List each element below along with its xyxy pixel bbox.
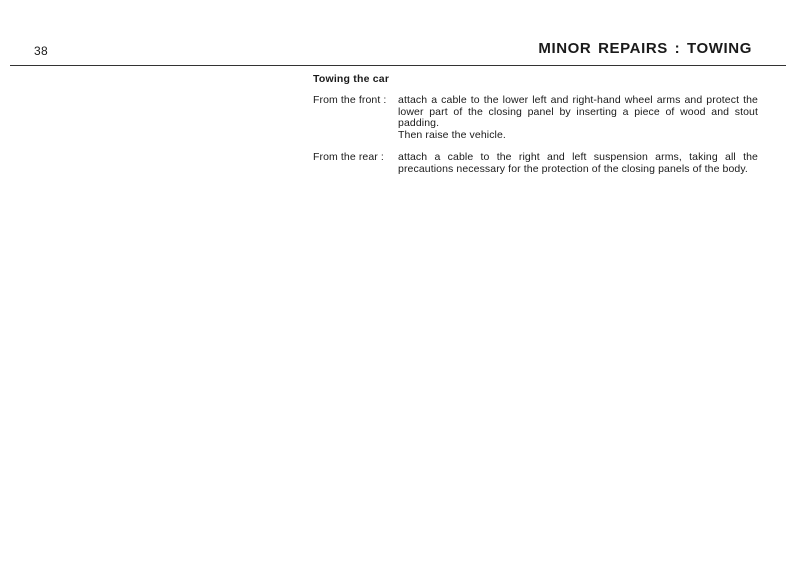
entry-paragraph: Then raise the vehicle. bbox=[398, 128, 506, 141]
header-rule bbox=[10, 65, 786, 66]
towing-entry-front bbox=[313, 95, 758, 141]
entry-paragraph: attach a cable to the right and left suspension arms, taking all the precautions necessary for the protection of the closing panels of the body. bbox=[398, 151, 758, 175]
entry-body bbox=[398, 152, 758, 175]
section-heading: Towing the car bbox=[313, 73, 390, 85]
page-number: 38 bbox=[34, 44, 48, 58]
entry-body bbox=[398, 95, 758, 141]
main-content bbox=[313, 72, 758, 187]
entry-paragraph: attach a cable to the lower left and right-hand wheel arms and protect the lower part of the closing panel by inserting a piece of wood and stout padding. bbox=[398, 94, 758, 130]
page-header-title: MINOR REPAIRS : TOWING bbox=[538, 40, 752, 57]
towing-entry-rear bbox=[313, 152, 758, 175]
entry-label: From the front : bbox=[313, 94, 387, 106]
entry-label: From the rear : bbox=[313, 151, 384, 164]
